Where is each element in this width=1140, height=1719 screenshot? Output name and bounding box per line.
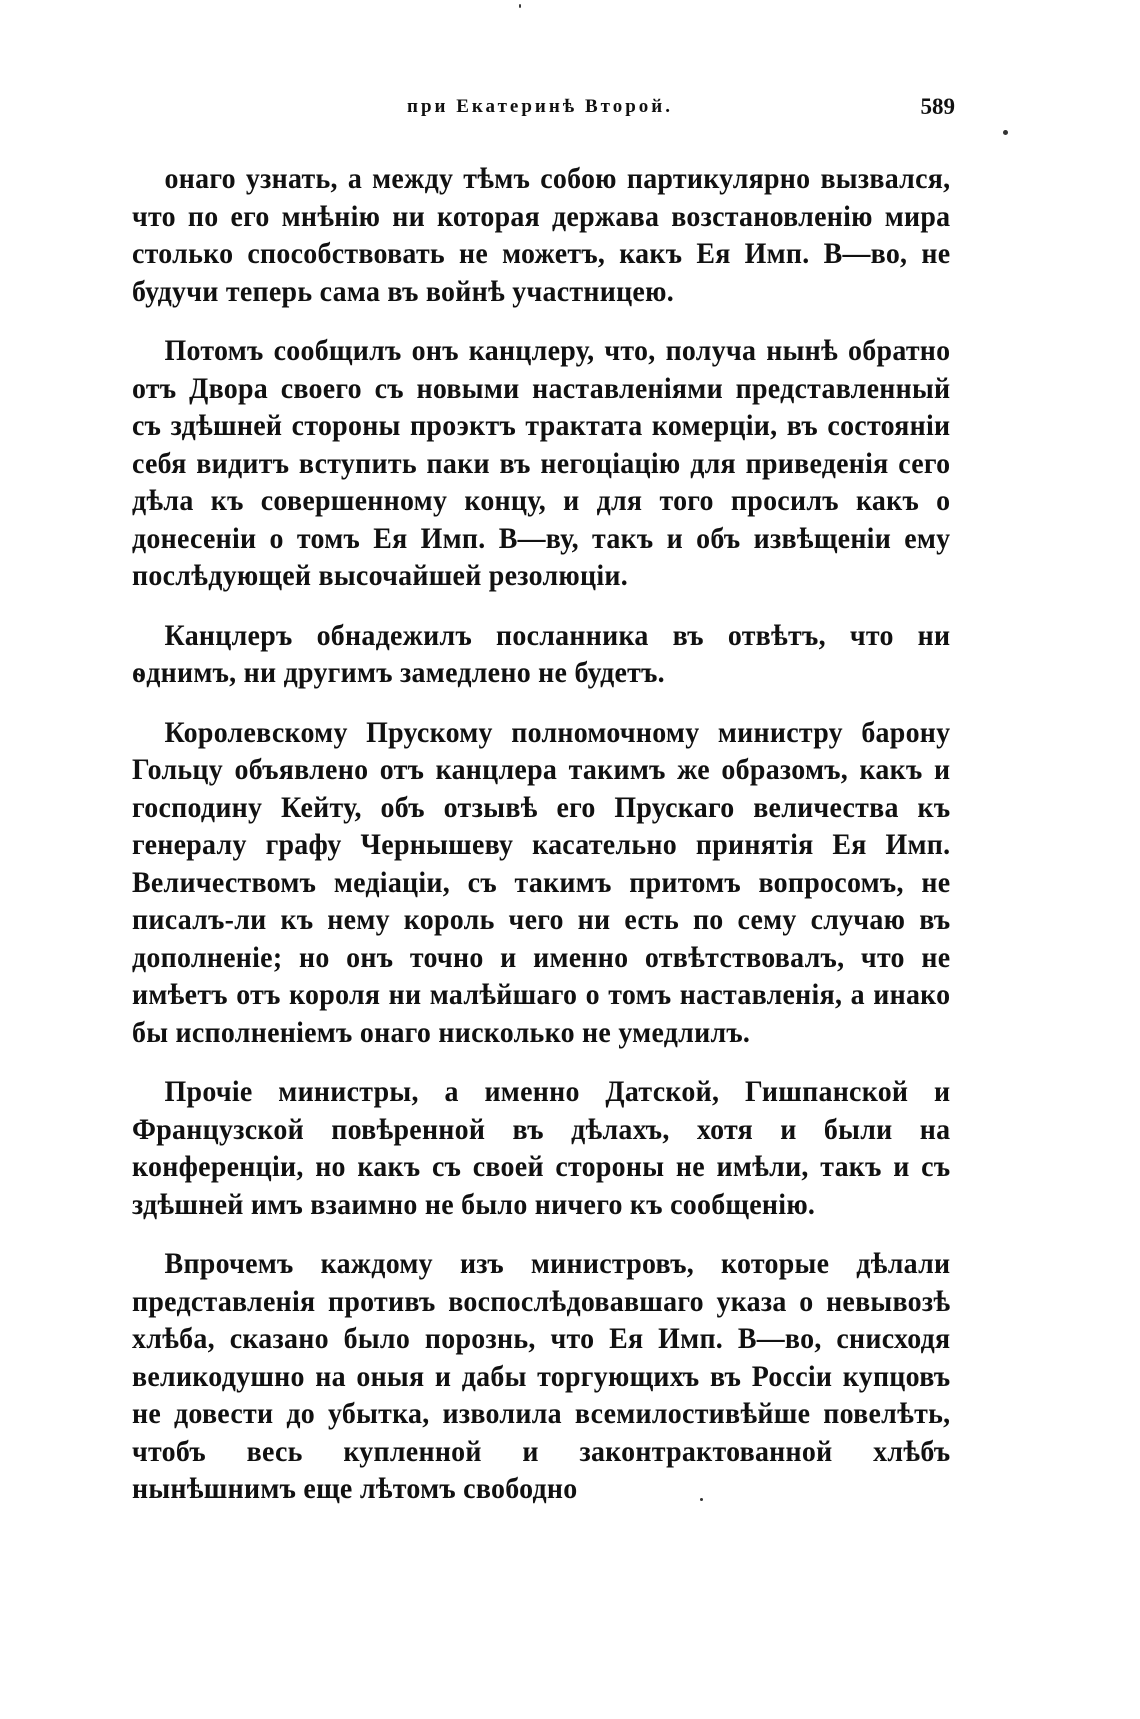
print-speck <box>1003 130 1008 135</box>
paragraph: Канцлеръ обнадежилъ посланника въ отвѣтъ, что ни ѳднимъ, ни другимъ замедлено не будетъ. <box>132 618 951 689</box>
running-head <box>130 94 955 126</box>
paragraph: Впрочемъ каждому изъ министровъ, которые дѣлали представленія противъ воспослѣдовавшаго указа о невывозѣ хлѣба, сказано было порознь, что Ея Имп. В—во, снисходя великодушно на оныя и дабы торгующихъ въ Россіи купцовъ не довести до убытка, изволила всемилостивѣйше повелѣть, чтобъ весь купленной и законтрактованной хлѣбъ нынѣшнимъ еще лѣтомъ свободно <box>132 1247 951 1505</box>
running-title: при Екатеринѣ Второй. <box>407 96 673 117</box>
paragraph: Потомъ сообщилъ онъ канцлеру, что, получа нынѣ обратно отъ Двора своего съ новыми наставленіями представленный съ здѣшней стороны проэктъ трактата комерціи, въ состояніи себя видитъ вступить паки въ негоціацію для приведенія сего дѣла къ совершенному концу, и для того просилъ какъ о донесеніи о томъ Ея Имп. В—ву, такъ и объ извѣщеніи ему послѣдующей высочайшей резолюціи. <box>132 334 951 592</box>
paragraph: онаго узнать, а между тѣмъ собою партикулярно вызвался, что по его мнѣнію ни которая держава возстановленію мира столько способствовать не можетъ, какъ Ея Имп. В—во, не будучи теперь сама въ войнѣ участницею. <box>132 162 951 308</box>
page-number: 589 <box>920 94 955 119</box>
paragraph: Прочіе министры, а именно Датской, Гишпанской и Французской повѣренной въ дѣлахъ, хотя и были на конференціи, но какъ съ своей стороны не имѣли, такъ и съ здѣшней имъ взаимно не было ничего къ сообщенію. <box>132 1075 951 1221</box>
body-text <box>132 160 950 1530</box>
paragraph: Королевскому Прускому полномочному министру барону Гольцу объявлено отъ канцлера такимъ же образомъ, какъ и господину Кейту, объ отзывѣ его Прускаго величества къ генералу графу Чернышеву касательно принятія Ея Имп. Величествомъ медіаціи, съ такимъ притомъ вопросомъ, не писалъ-ли къ нему король чего ни есть по сему случаю въ дополненіе; но онъ точно и именно отвѣтствовалъ, что не имѣетъ отъ короля ни малѣйшаго о томъ наставленія, а инако бы исполненіемъ онаго нисколько не умедлилъ. <box>132 715 951 1049</box>
print-speck <box>700 1498 703 1501</box>
print-speck <box>519 4 521 8</box>
